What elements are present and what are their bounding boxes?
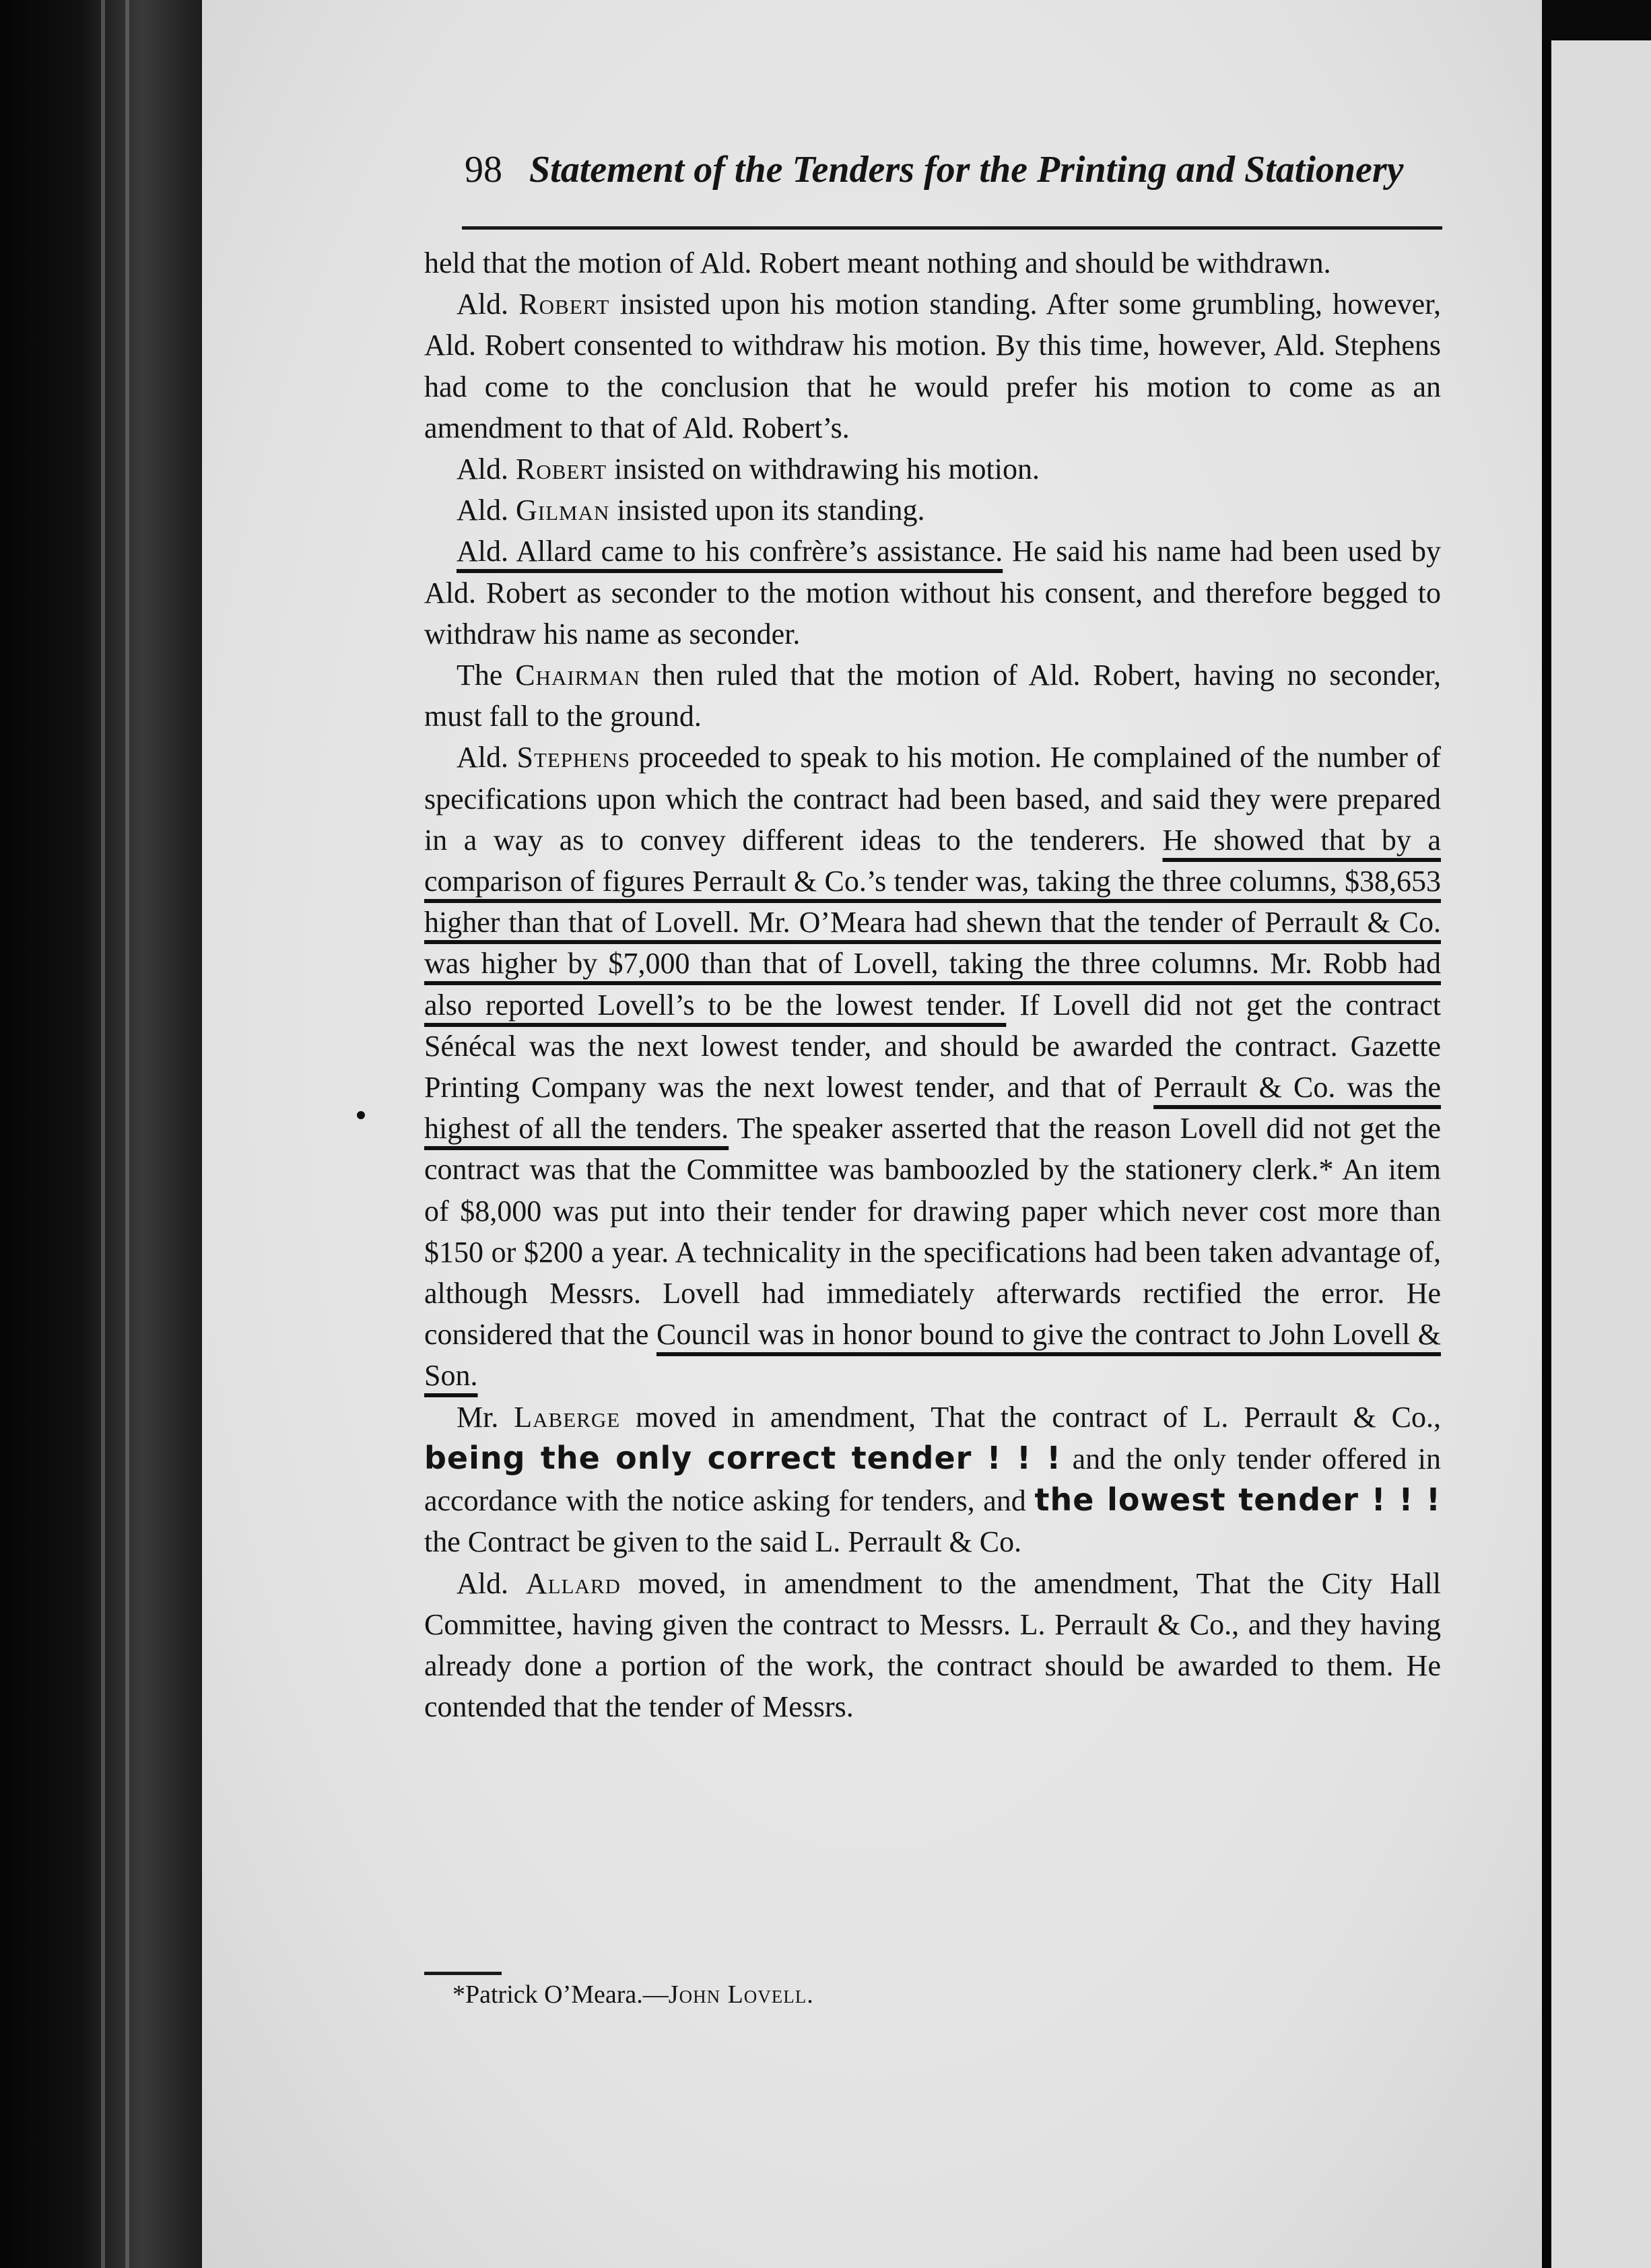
footnote-rule <box>424 1972 502 1975</box>
text-run: Ald. <box>457 288 519 321</box>
text-run: If Lovell did not get the contract Sénécal was the next lowest tender, and should be awarded the contract. Gazette Printing Company was the next lowest tender, and that of <box>424 988 1441 1104</box>
book-binding-gutter <box>0 0 202 2268</box>
text-run: and the only tender offered in accordance with the notice asking for tenders, and <box>424 1442 1442 1518</box>
text-run: then ruled that the motion of Ald. Robert, having no seconder, must fall to the ground. <box>424 659 1442 733</box>
running-title: Statement of the Tenders for the Printing and Stationery <box>529 149 1404 191</box>
underlined-passage: Ald. Allard came to his confrère’s assistance. <box>457 535 1003 568</box>
header-rule <box>462 226 1442 230</box>
text-run: The speaker asserted that the reason Lovell did not get the contract was that the Committee was bamboozled by the stationery clerk.* An item of $8,000 was put into their tender for drawing paper which never cost more than $150 or $200 a year. A technicality in the specifications had been taken advantage of, although Messrs. Lovell had immediately afterwards rectified the error. He considered that the <box>424 1112 1441 1352</box>
footnote-lead: *Patrick O’Meara.— <box>452 1980 669 2009</box>
speaker-name: Chairman <box>515 659 640 692</box>
speaker-name: Robert <box>516 453 607 486</box>
paragraph-p1 <box>424 242 1441 284</box>
underlined-passage: Council was in honor bound to give the contract to John Lovell & Son. <box>424 1318 1441 1393</box>
speaker-name: Allard <box>525 1566 621 1600</box>
text-run: Ald. <box>457 494 516 527</box>
page-number: 98 <box>465 149 502 191</box>
ink-speck <box>357 1111 365 1119</box>
body-text <box>424 242 1441 1727</box>
text-run: insisted upon its standing. <box>609 494 925 527</box>
text-run: Mr. <box>457 1400 514 1434</box>
paragraph-p3 <box>424 448 1441 490</box>
underlined-passage: He showed that by a comparison of figures Perrault & Co.’s tender was, taking the three columns, $38,653 higher than that of Lovell. Mr. O’Meara had shewn that the tender of Perrault & Co. was higher by $7,000 than that of Lovell, taking the three columns. Mr. Robb had also reported Lovell’s to be the lowest tender. <box>424 823 1441 1022</box>
paragraph-p4 <box>424 490 1441 531</box>
paragraph-p5 <box>424 531 1441 655</box>
text-run: Ald. <box>457 453 516 486</box>
paragraph-p9 <box>424 1563 1441 1728</box>
speaker-name: Gilman <box>516 494 610 527</box>
text-run: moved in amendment, That the contract of L. Perrault & Co., <box>620 1400 1442 1434</box>
footnote-name: John Lovell. <box>668 1980 814 2009</box>
text-run: The <box>457 659 516 692</box>
emphasis-text: the lowest tender ! ! ! <box>1034 1481 1442 1519</box>
facing-page-edge <box>1542 40 1651 2268</box>
paragraph-p8 <box>424 1397 1441 1563</box>
text-run: proceeded to speak to his motion. He complained of the number of specifications upon which the contract had been based, and said they were prepared in a way as to convey different ideas to the tenderers. <box>424 741 1442 857</box>
speaker-name: Stephens <box>516 741 631 774</box>
text-run: Ald. <box>457 1566 526 1600</box>
text-run: He said his name had been used by Ald. Robert as seconder to the motion without his consent, and therefore begged to withdraw his name as seconder. <box>424 535 1441 651</box>
footnote <box>452 1980 814 2009</box>
paragraph-p7 <box>424 737 1441 1396</box>
text-run: held that the motion of Ald. Robert meant nothing and should be withdrawn. <box>424 246 1331 279</box>
text-run: the Contract be given to the said L. Perrault & Co. <box>424 1525 1022 1559</box>
gutter-edge <box>125 0 129 2268</box>
emphasis-text: being the only correct tender ! ! ! <box>424 1439 1062 1476</box>
underlined-passage: Perrault & Co. was the highest of all the tenders. <box>424 1071 1441 1145</box>
speaker-name: Robert <box>518 288 610 321</box>
gutter-edge <box>101 0 105 2268</box>
text-run: insisted on withdrawing his motion. <box>607 453 1040 486</box>
text-run: insisted upon his motion standing. After some grumbling, however, Ald. Robert consented to withdraw his motion. By this time, however, Ald. Stephens had come to the conclusion that he would prefer his motion to come as an amendment to that of Ald. Robert’s. <box>424 288 1442 444</box>
text-run: Ald. <box>457 741 517 774</box>
running-header <box>465 148 1448 202</box>
speaker-name: Laberge <box>514 1400 621 1434</box>
paragraph-p6 <box>424 655 1441 737</box>
paragraph-p2 <box>424 284 1441 448</box>
text-run: moved, in amendment to the amendment, That the City Hall Committee, having given the contract to Messrs. L. Perrault & Co., and they having already done a portion of the work, the contract should be awarded to them. He contended that the tender of Messrs. <box>424 1566 1441 1724</box>
